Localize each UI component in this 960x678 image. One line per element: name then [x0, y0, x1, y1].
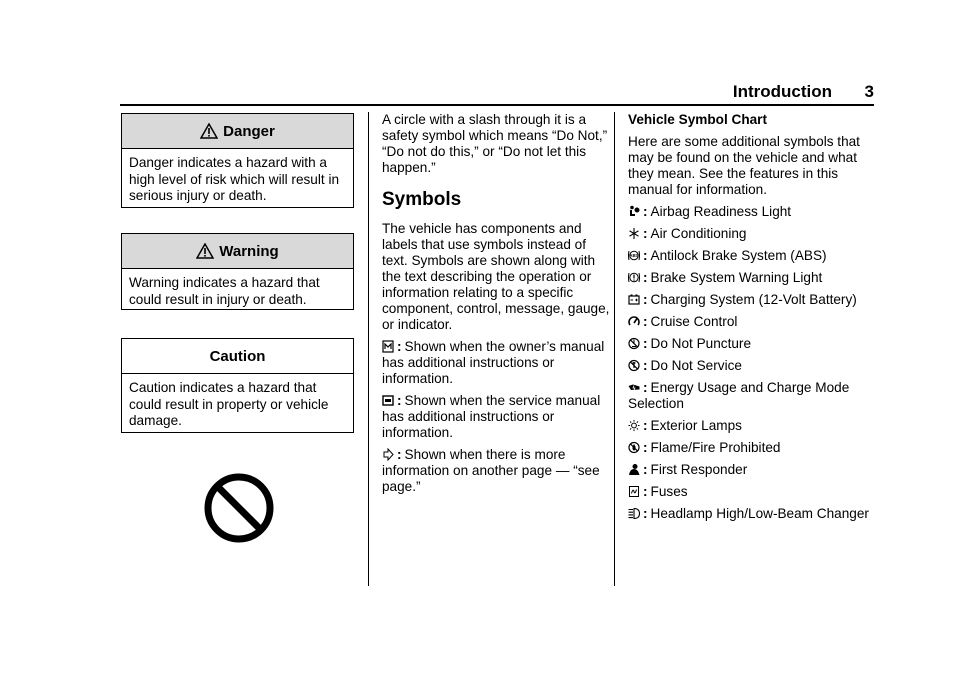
symbol-item-airbag: : Airbag Readiness Light	[628, 204, 874, 220]
danger-header	[122, 114, 353, 149]
svg-text:ABS: ABS	[629, 253, 639, 259]
warning-triangle-icon	[196, 243, 214, 259]
symbol-item-owners-manual: : Shown when the owner’s manual has additional instructions or information.	[382, 339, 605, 386]
snowflake-icon	[628, 227, 640, 240]
headlamp-icon	[628, 507, 640, 520]
page-header	[120, 82, 874, 104]
see-page-arrow-icon	[382, 448, 394, 461]
circle-slash-icon	[203, 472, 275, 544]
column-divider-2	[614, 112, 615, 586]
symbol-item-energy-usage: : Energy Usage and Charge Mode Selection	[628, 380, 850, 411]
symbol-chart-heading: Vehicle Symbol Chart	[628, 112, 768, 127]
symbol-item-brake-warning: : Brake System Warning Light	[628, 270, 874, 286]
symbol-item-air-conditioning: : Air Conditioning	[628, 226, 874, 242]
danger-title: Danger	[223, 122, 275, 140]
caution-text: Caution indicates a hazard that could result in property or vehicle damage.	[129, 380, 329, 428]
battery-icon	[628, 293, 640, 306]
warning-triangle-icon	[200, 123, 218, 139]
brake-warning-icon	[628, 271, 640, 284]
circle-slash-description: A circle with a slash through it is a safety symbol which means “Do Not,” “Do not do this,” or “Do not let this happen.”	[382, 112, 608, 175]
abs-icon	[628, 249, 640, 262]
symbol-item-do-not-service: : Do Not Service	[628, 358, 874, 374]
page-number: 3	[864, 82, 874, 101]
symbol-item-see-page: : Shown when there is more information on another page — “see page.”	[382, 447, 600, 494]
symbol-item-exterior-lamps: : Exterior Lamps	[628, 418, 874, 434]
cruise-control-icon	[628, 315, 640, 328]
do-not-puncture-icon	[628, 337, 640, 350]
energy-usage-icon	[628, 381, 640, 394]
vehicle-symbol-chart	[628, 112, 874, 522]
exterior-lamp-icon	[628, 419, 640, 432]
symbol-item-service-manual: : Shown when the service manual has additional instructions or information.	[382, 393, 601, 440]
first-responder-icon	[628, 463, 640, 476]
caution-header	[122, 339, 353, 374]
symbol-chart-intro: Here are some additional symbols that may be found on the vehicle and what they mean. See the features in this manual for information.	[628, 134, 860, 197]
flame-prohibited-icon	[628, 441, 640, 454]
fuse-icon	[628, 485, 640, 498]
symbol-item-abs: ABS : Antilock Brake System (ABS)	[629, 248, 827, 263]
column-divider-1	[368, 112, 369, 586]
caution-title: Caution	[209, 347, 266, 365]
airbag-icon	[628, 205, 640, 218]
symbol-item-headlamp: : Headlamp High/Low-Beam Changer	[628, 506, 874, 522]
warning-title: Warning	[219, 242, 279, 260]
section-title: Introduction	[732, 82, 832, 101]
warning-text: Warning indicates a hazard that could result in injury or death.	[129, 275, 320, 307]
symbol-item-fuses: : Fuses	[628, 484, 874, 500]
symbols-intro: The vehicle has components and labels that use symbols instead of text. Symbols are shown along with the text describing the operation or information relating to a specific component, control, message, gauge, or indicator.	[382, 221, 610, 332]
warning-box	[121, 233, 354, 310]
danger-text: Danger indicates a hazard with a high level of risk which will result in serious injury or death.	[129, 155, 340, 203]
symbol-item-flame-prohibited: : Flame/Fire Prohibited	[628, 440, 874, 456]
symbol-item-first-responder: : First Responder	[628, 462, 874, 478]
warning-header	[122, 234, 353, 269]
symbol-item-do-not-puncture: : Do Not Puncture	[628, 336, 874, 352]
do-not-service-icon	[628, 359, 640, 372]
caution-box	[121, 338, 354, 433]
symbol-item-cruise-control: : Cruise Control	[628, 314, 874, 330]
symbol-item-battery: : Charging System (12-Volt Battery)	[628, 292, 874, 308]
service-manual-icon	[382, 394, 394, 407]
header-rule	[120, 104, 874, 106]
symbols-column	[382, 112, 610, 495]
owners-manual-icon	[382, 340, 394, 353]
danger-box	[121, 113, 354, 208]
symbols-heading: Symbols	[382, 189, 462, 210]
